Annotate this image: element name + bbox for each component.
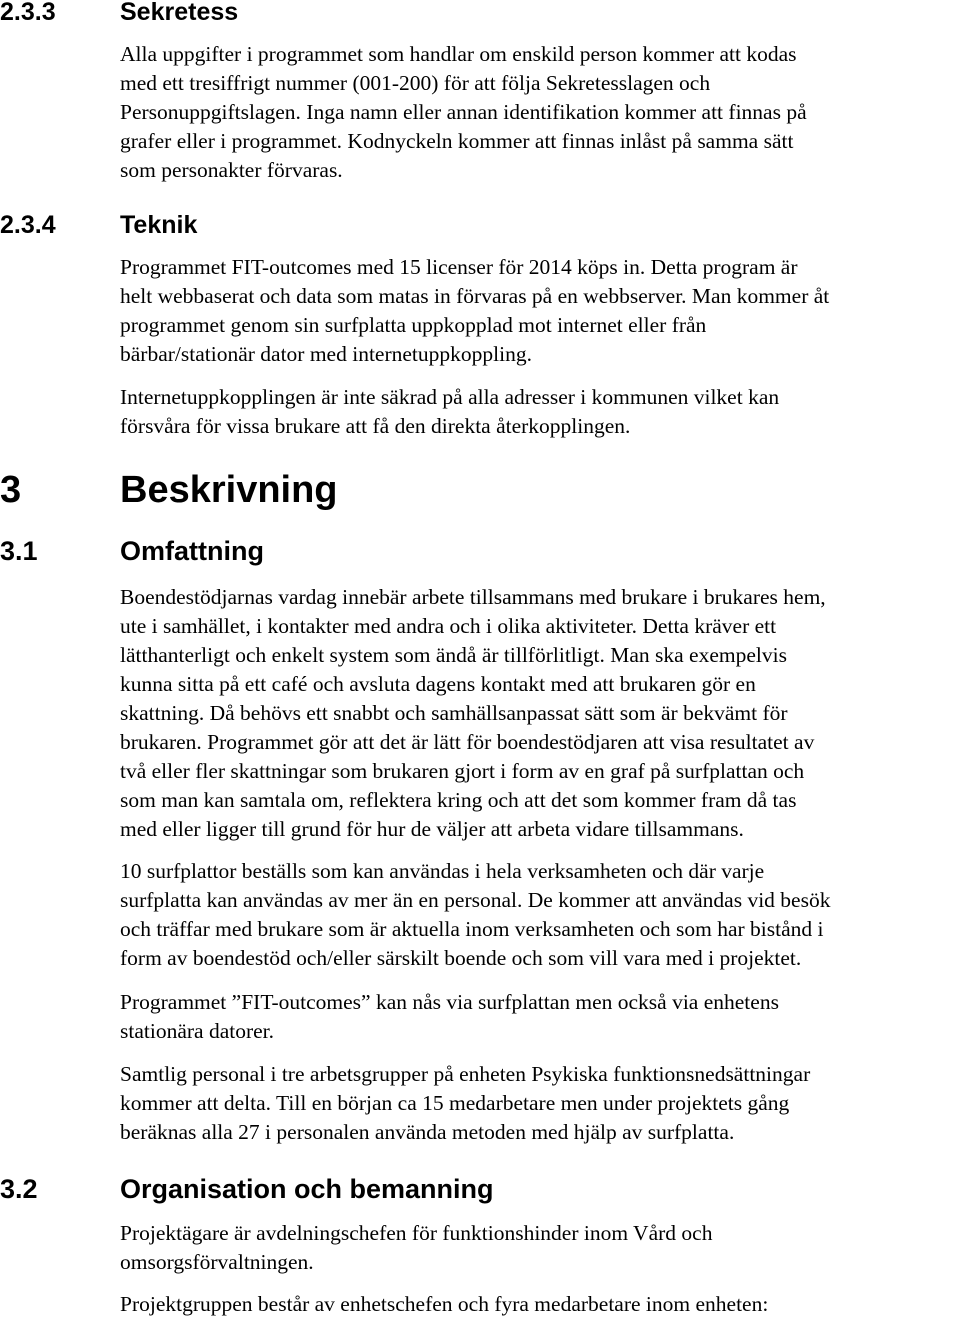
text-line: Samtlig personal i tre arbetsgrupper på enheten Psykiska funktionsnedsättningar — [120, 1062, 811, 1086]
heading-number: 3.1 — [0, 536, 38, 566]
paragraph-omfattning-2 — [120, 857, 830, 973]
text-line: skattning. Då behövs ett snabbt och samhällsanpassat sätt som är bekvämt för — [120, 701, 788, 725]
text-line: programmet genom sin surfplatta uppkopplad mot internet eller från — [120, 313, 707, 337]
text-line: två eller fler skattningar som brukaren gjort i form av en graf på surfplattan och — [120, 759, 805, 783]
heading-2-3-3 — [0, 0, 238, 25]
text-line: Internetuppkopplingen är inte säkrad på alla adresser i kommunen vilket kan — [120, 385, 780, 409]
heading-number: 3 — [0, 469, 22, 511]
text-line: beräknas alla 27 i personalen använda metoden med hjälp av surfplatta. — [120, 1120, 735, 1144]
heading-title: Beskrivning — [120, 469, 338, 511]
paragraph-omfattning-3 — [120, 988, 779, 1046]
text-line: ute i samhället, i kontakter med andra och i olika aktiviteter. Detta kräver ett — [120, 614, 777, 638]
text-line: kommer att delta. Till en början ca 15 medarbetare men under projektets gång — [120, 1091, 790, 1115]
text-line: som man kan samtala om, reflektera kring och att det som kommer fram då tas — [120, 788, 797, 812]
text-line: Programmet ”FIT-outcomes” kan nås via surfplattan men också via enhetens — [120, 990, 779, 1014]
text-line: Projektägare är avdelningschefen för funktionshinder inom Vård och — [120, 1221, 713, 1245]
heading-3-2 — [0, 1176, 494, 1203]
heading-number: 2.3.3 — [0, 0, 56, 26]
heading-title: Organisation och bemanning — [120, 1174, 494, 1204]
heading-title: Omfattning — [120, 536, 264, 566]
paragraph-sekretess — [120, 40, 807, 185]
heading-3 — [0, 471, 338, 509]
text-line: Programmet FIT-outcomes med 15 licenser för 2014 köps in. Detta program är — [120, 255, 798, 279]
paragraph-organisation-2 — [120, 1290, 768, 1319]
text-line: Alla uppgifter i programmet som handlar om enskild person kommer att kodas — [120, 42, 797, 66]
text-line: bärbar/stationär dator med internetuppkoppling. — [120, 342, 532, 366]
paragraph-omfattning-1 — [120, 583, 826, 844]
text-line: Boendestödjarnas vardag innebär arbete tillsammans med brukare i brukares hem, — [120, 585, 826, 609]
text-line: omsorgsförvaltningen. — [120, 1250, 314, 1274]
text-line: 10 surfplattor beställs som kan användas i hela verksamheten och där varje — [120, 859, 765, 883]
heading-number: 2.3.4 — [0, 211, 56, 239]
text-line: försvåra för vissa brukare att få den direkta återkopplingen. — [120, 414, 631, 438]
text-line: kunna sitta på ett café och avsluta dagens kontakt med att brukaren gör en — [120, 672, 756, 696]
text-line: Projektgruppen består av enhetschefen och fyra medarbetare inom enheten: — [120, 1292, 769, 1316]
paragraph-organisation-1 — [120, 1219, 712, 1277]
paragraph-teknik-2 — [120, 383, 779, 441]
text-line: lätthanterligt och enkelt system som ändå är tillförlitligt. Man ska exempelvis — [120, 643, 787, 667]
text-line: helt webbaserat och data som matas in förvaras på en webbserver. Man kommer åt — [120, 284, 830, 308]
text-line: med eller ligger till grund för hur de väljer att arbeta vidare tillsammans. — [120, 817, 744, 841]
paragraph-omfattning-4 — [120, 1060, 810, 1147]
heading-title: Sekretess — [120, 0, 239, 26]
text-line: som personakter förvaras. — [120, 158, 343, 182]
paragraph-teknik-1 — [120, 253, 829, 369]
text-line: form av boendestöd och/eller särskilt boende och som vill vara med i projektet. — [120, 946, 802, 970]
text-line: med ett tresiffrigt nummer (001-200) för att följa Sekretesslagen och — [120, 71, 711, 95]
text-line: grafer eller i programmet. Kodnyckeln kommer att finnas inlåst på samma sätt — [120, 129, 794, 153]
heading-2-3-4 — [0, 213, 197, 238]
text-line: Personuppgiftslagen. Inga namn eller annan identifikation kommer att finnas på — [120, 100, 807, 124]
heading-3-1 — [0, 538, 264, 565]
text-line: och träffar med brukare som är aktuella inom verksamheten och som har bistånd i — [120, 917, 824, 941]
heading-number: 3.2 — [0, 1174, 38, 1204]
text-line: surfplatta kan användas av mer än en personal. De kommer att användas vid besök — [120, 888, 831, 912]
text-line: brukaren. Programmet gör att det är lätt för boendestödjaren att visa resultatet av — [120, 730, 815, 754]
text-line: stationära datorer. — [120, 1019, 275, 1043]
heading-title: Teknik — [120, 211, 198, 239]
